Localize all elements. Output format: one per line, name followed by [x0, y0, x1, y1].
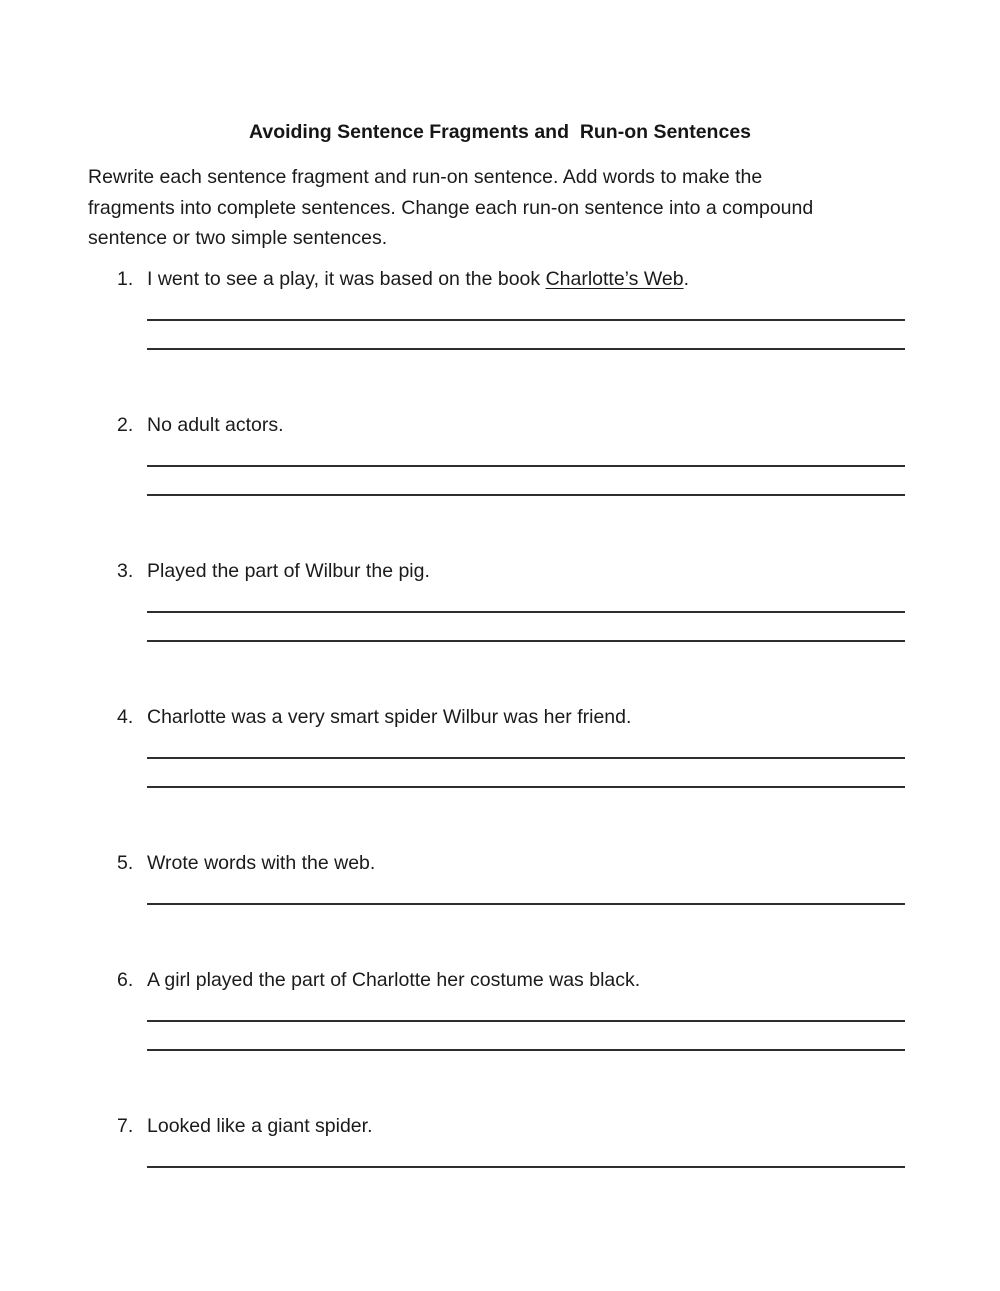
- item-sentence-row: [0, 266, 1000, 292]
- item-sentence: Played the part of Wilbur the pig.: [147, 559, 430, 582]
- instruction-line: fragments into complete sentences. Change each run-on sentence into a compound: [88, 196, 814, 219]
- item-sentence-row: [0, 850, 1000, 876]
- item-number: 6.: [117, 968, 134, 991]
- answer-line[interactable]: [147, 465, 905, 467]
- worksheet-item: [0, 1113, 1000, 1168]
- answer-line[interactable]: [147, 1049, 905, 1051]
- worksheet-item: [0, 558, 1000, 642]
- underlined-book-title: Charlotte’s Web: [545, 267, 684, 290]
- item-sentence-row: [0, 967, 1000, 993]
- worksheet-items: [0, 266, 1000, 1168]
- item-number: 4.: [117, 705, 134, 728]
- item-sentence-row: [0, 704, 1000, 730]
- answer-line[interactable]: [147, 757, 905, 759]
- item-number: 2.: [117, 413, 134, 436]
- item-sentence: Looked like a giant spider.: [147, 1114, 373, 1137]
- instructions-paragraph: [88, 162, 912, 254]
- worksheet-item: [0, 266, 1000, 350]
- answer-line[interactable]: [147, 640, 905, 642]
- item-sentence: A girl played the part of Charlotte her costume was black.: [147, 968, 641, 991]
- answer-line[interactable]: [147, 786, 905, 788]
- worksheet-item: [0, 704, 1000, 788]
- answer-line[interactable]: [147, 611, 905, 613]
- item-sentence: I went to see a play, it was based on the book Charlotte’s Web.: [147, 267, 689, 290]
- page-title: Avoiding Sentence Fragments and Run-on Sentences: [248, 121, 752, 143]
- answer-line[interactable]: [147, 494, 905, 496]
- item-number: 1.: [117, 267, 134, 290]
- answer-line[interactable]: [147, 903, 905, 905]
- answer-line[interactable]: [147, 1020, 905, 1022]
- item-sentence: Charlotte was a very smart spider Wilbur was her friend.: [147, 705, 632, 728]
- answer-line[interactable]: [147, 319, 905, 321]
- item-number: 7.: [117, 1114, 134, 1137]
- item-number: 3.: [117, 559, 134, 582]
- worksheet-item: [0, 967, 1000, 1051]
- answer-line[interactable]: [147, 348, 905, 350]
- answer-line[interactable]: [147, 1166, 905, 1168]
- item-number: 5.: [117, 851, 134, 874]
- worksheet-item: [0, 850, 1000, 905]
- item-sentence-row: [0, 558, 1000, 584]
- worksheet-item: [0, 412, 1000, 496]
- item-sentence: No adult actors.: [147, 413, 284, 436]
- instruction-line: Rewrite each sentence fragment and run-on sentence. Add words to make the: [88, 166, 763, 188]
- item-sentence-row: [0, 412, 1000, 438]
- item-sentence-row: [0, 1113, 1000, 1139]
- item-sentence: Wrote words with the web.: [147, 851, 376, 874]
- instruction-line: sentence or two simple sentences.: [88, 227, 388, 249]
